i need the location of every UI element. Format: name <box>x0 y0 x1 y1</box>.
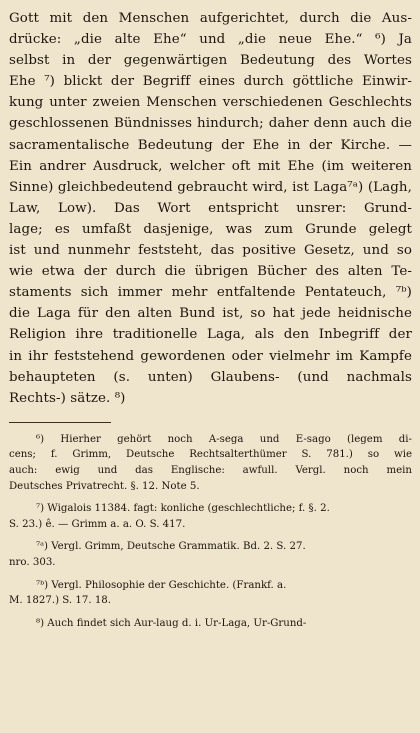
footnote-7-line: ⁷) Wigalois 11384. fagt: konliche (geschlechtliche; f. §. 2. <box>36 503 330 515</box>
text-line: Ehe ⁷) blickt der Begriff eines durch göttliche Einwir- <box>9 74 412 90</box>
footnote-6-line: ⁶) Hierher gehört noch A-sega und E-sago (legem di- <box>36 433 412 445</box>
footnote-6-line: Deutsches Privatrecht. §. 12. Note 5. <box>9 480 200 492</box>
text-line: Rechts-) sätze. ⁸) <box>9 390 126 406</box>
text-line: die Laga für den alten Bund ist, so hat jede heidnische <box>9 306 412 322</box>
text-line: lage; es umfaßt dasjenige, was zum Grunde gelegt <box>9 221 412 237</box>
footnote-7a-line: nro. 303. <box>9 556 56 568</box>
text-line: sacramentalische Bedeutung der Ehe in der Kirche. — <box>9 137 412 153</box>
text-line: Religion ihre traditionelle Laga, als den Inbegriff der <box>9 327 412 343</box>
text-line: Law, Low). Das Wort entspricht unsrer: Grund- <box>9 200 412 216</box>
text-line: wie etwa der durch die übrigen Bücher des alten Te- <box>9 264 412 280</box>
main-text-block <box>9 8 412 409</box>
footnotes-block <box>9 432 412 632</box>
text-line: kung unter zweien Menschen verschiedenen Geschlechts <box>9 95 412 111</box>
footnote-7a-line: ⁷ᵃ) Vergl. Grimm, Deutsche Grammatik. Bd. 2. S. 27. <box>36 541 306 553</box>
text-line: staments sich immer mehr entfaltende Pentateuch, ⁷ᵇ) <box>9 285 412 301</box>
text-line: Gott mit den Menschen aufgerichtet, durch die Aus- <box>9 11 412 26</box>
footnote-6-line: auch: ewig und das Englische: awfull. Vergl. noch mein <box>9 464 412 476</box>
text-line: behaupteten (s. unten) Glaubens- (und nachmals <box>9 369 412 385</box>
footnote-7b-line: ⁷ᵇ) Vergl. Philosophie der Geschichte. (Frankf. a. <box>36 579 287 591</box>
text-line: geschlossenen Bündnisses hindurch; daher denn auch die <box>9 116 412 132</box>
text-line: Sinne) gleichbedeutend gebraucht wird, ist Laga⁷ᵃ) (Lagh, <box>9 179 412 195</box>
footnote-8-line: ⁸) Auch findet sich Aur-laug d. i. Ur-Laga, Ur-Grund- <box>36 617 307 629</box>
footnote-6-line: cens; f. Grimm, Deutsche Rechtsalterthümer S. 781.) so wie <box>9 449 412 461</box>
text-line: Ein andrer Ausdruck, welcher oft mit Ehe (im weiteren <box>9 158 412 174</box>
footnote-7-line: S. 23.) ê. — Grimm a. a. O. S. 417. <box>9 518 186 530</box>
text-line: in ihr feststehend gewordenen oder vielmehr im Kampfe <box>9 348 412 364</box>
text-line: ist und nunmehr feststeht, das positive Gesetz, und so <box>9 243 412 259</box>
text-line: drücke: „die alte Ehe“ und „die neue Ehe.“ ⁶) Ja <box>9 32 412 48</box>
footnote-divider <box>9 422 111 423</box>
text-line: selbst in der gegenwärtigen Bedeutung des Wortes <box>9 53 412 69</box>
footnote-7b-line: M. 1827.) S. 17. 18. <box>9 595 112 607</box>
